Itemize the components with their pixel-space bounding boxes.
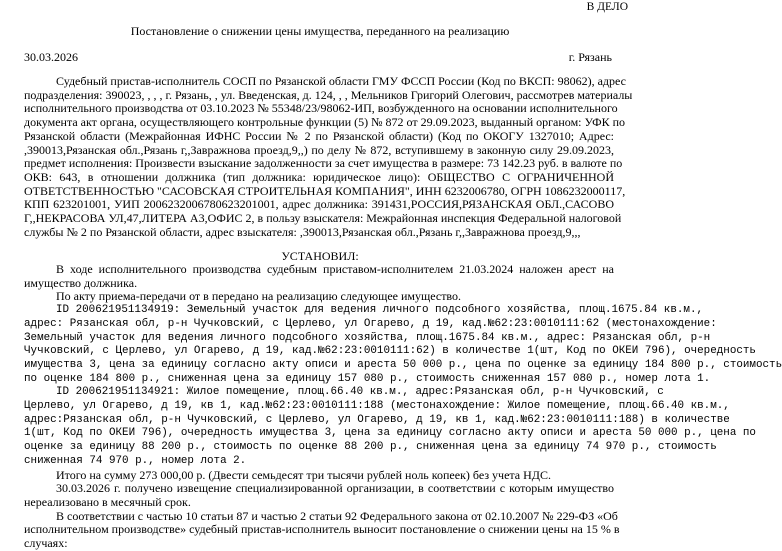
item-line: ID 200621951134919: Земельный участок для ведения личного подсобного хозяйства, площ.1675.84 кв.м., [56,304,704,317]
law-line: В соответствии с частью 10 статьи 87 и частью 2 статьи 92 Федерального закона от 02.10.2007 № 229-ФЗ «Об [56,508,618,523]
stamp-label: В ДЕЛО [586,1,628,13]
law-line: случаях: [24,536,68,551]
intro-paragraph [24,74,633,239]
intro-line: Судебный пристав-исполнитель СОСП по Рязанской области ГМУ ФССП России (Код по ВКСП: 98062), адрес [56,74,626,88]
item-line: оценке за единицу 88 200 р., стоимость по оценке 88 200 р., сниженная цена за единицу 74 970 р., стоимость [24,441,717,454]
ustanovil-heading: УСТАНОВИЛ: [281,249,359,263]
item-line: Чучковский, с Церлево, ул Огарево, д 19, кад.№62:23:0010111:62) в количестве 1(шт, Код по ОКЕИ 796), очередность [24,345,756,358]
item-line: сниженная 74 970 р., номер лота 2. [24,454,247,467]
item-line: адрес: Рязанская обл, р-н Чучковский, с Церлево, ул Огарево, д 19, кад.№62:23:0010111:62 (местонахождение: [24,317,717,330]
intro-line: службы № 2 по Рязанской области, адрес взыскателя: ,390013,Рязанская обл.,Рязань г,,Завражнова проезд,9,,, [24,224,581,239]
item-line: Церлево, ул Огарево, д 19, кв 1, кад.№62:23:0010111:188 (местонахождение: Жилое помещение, площ.66.40 кв.м., [24,400,730,413]
intro-line: исполнительного производства от 03.10.2023 № 55348/23/98062-ИП, возбужденного на основании исполнительного [24,101,618,116]
intro-line: ,390013,Рязанская обл.,Рязань г,,Завражнова проезд,9,,) по делу № 872, вступившему в законную силу 29.09.2023, [24,142,614,157]
total-line: Итого на сумму 273 000,00 р. (Двести семьдесят три тысячи рублей ноль копеек) без учета НДС. [56,467,551,482]
item-line: по оценке 184 800 р., сниженная цена за единицу 157 080 р., стоимость сниженная 157 080 р., номер лота 1. [24,372,711,385]
intro-line: Рязанской области (Межрайонная ИФНС России № 2 по Рязанской области) (Код по ОКОГУ 1327010; Адрес: [24,128,614,143]
item-line: адрес:Рязанская обл, р-н Чучковский, с Церлево, ул Огарево, д 19, кв 1, кад.№62:23:0010111:188) в количестве [24,413,730,426]
intro-line: документа акт органа, осуществляющего контрольные функции (5) № 872 от 29.09.2023, выданный органом: УФК по [24,115,626,130]
document-city: г. Рязань [568,50,612,64]
intro-line: ОКВ: 643, в отношении должника (тип должника: юридическое лицо): ОБЩЕСТВО С ОГРАНИЧЕННОЙ [24,169,614,184]
para1-line: имущество должника. [24,275,138,290]
notice-line: 30.03.2026 г. получено извещение специализированной организации, в соответствии с которым имущество [56,481,614,496]
intro-line: подразделения: 390023, , , , г. Рязань, , ул. Введенская, д. 124, , , Мельников Григорий Олегович, рассмотрев материалы [24,87,633,102]
document-date: 30.03.2026 [24,50,78,64]
item-line: Земельный участок для ведения личного подсобного хозяйства, площ.1675.84 кв.м., адрес: Рязанская обл, р-н [24,331,711,344]
notice-line: нереализовано в месячный срок. [24,494,191,509]
item-line: ID 200621951134921: Жилое помещение, площ.66.40 кв.м., адрес:Рязанская обл, р-н Чучковский, с [56,386,664,399]
item-line: имущества 3, цена за единицу согласно акту описи и ареста 50 000 р., цена по оценке за единицу 184 800 р., стоимость [24,358,782,371]
intro-line: КПП 623201001, УИП 2006232006780623201001, адрес должника: 391431,РОССИЯ,РЯЗАНСКАЯ ОБЛ.,САСОВО [24,197,614,212]
document-title: Постановление о снижении цены имущества, переданного на реализацию [130,24,510,38]
para1-line: В ходе исполнительного производства судебным приставом-исполнителем 21.03.2024 наложен арест на [56,262,614,276]
law-line: исполнительном производстве» судебный пристав-исполнитель выносит постановление о снижении цены на 15 % в [24,522,620,537]
item-line: 1(шт, Код по ОКЕИ 796), очередность имущества 3, цена за единицу согласно акту описи и ареста 50 000 р., цена по [24,427,756,440]
para2-line: По акту приема-передачи от в передано на реализацию следующее имущество. [56,289,462,304]
intro-line: Г,,НЕКРАСОВА УЛ,47,ЛИТЕРА А3,ОФИС 2, в пользу взыскателя: Межрайонная инспекция Федеральной налоговой [24,211,622,226]
intro-line: ОТВЕТСТВЕННОСТЬЮ "САСОВСКАЯ СТРОИТЕЛЬНАЯ КОМПАНИЯ", ИНН 6232006780, ОГРН 1086232000117, [24,183,626,198]
intro-line: предмет исполнения: Произвести взыскание задолженности за счет имущества в размере: 73 142.23 руб. в валюте по [24,156,623,171]
body-section [24,262,782,551]
